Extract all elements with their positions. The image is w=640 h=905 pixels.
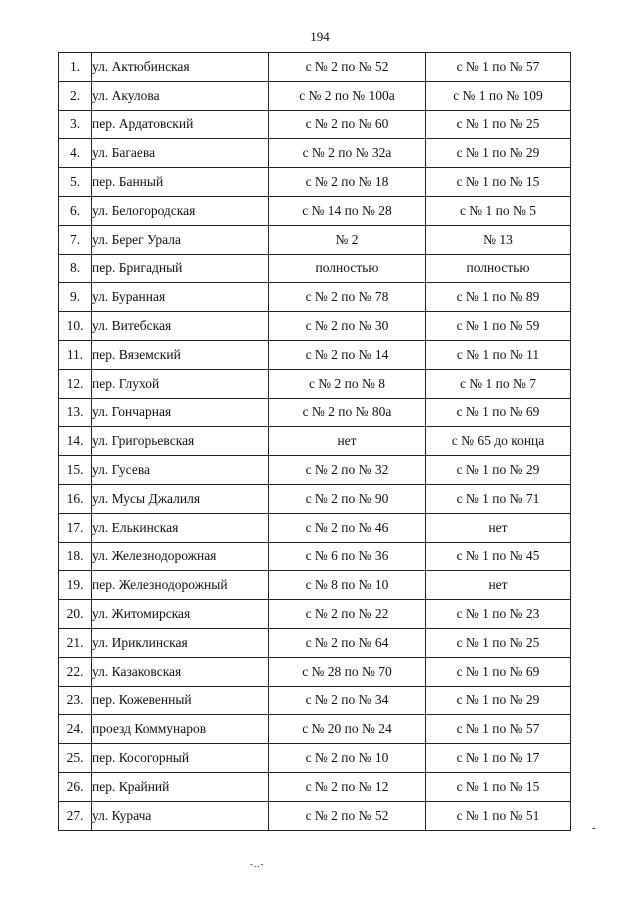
table-row <box>59 657 571 686</box>
row-number: 8. <box>59 254 92 283</box>
odd-house-range: с № 1 по № 57 <box>426 715 571 744</box>
street-address-table <box>58 52 571 831</box>
margin-mark: - <box>592 822 596 834</box>
even-house-range: с № 2 по № 78 <box>269 283 426 312</box>
table-row <box>59 772 571 801</box>
row-number: 22. <box>59 657 92 686</box>
even-house-range: с № 6 по № 36 <box>269 542 426 571</box>
row-number: 10. <box>59 312 92 341</box>
odd-house-range: с № 1 по № 89 <box>426 283 571 312</box>
street-name: ул. Багаева <box>92 139 269 168</box>
odd-house-range: с № 1 по № 5 <box>426 196 571 225</box>
row-number: 21. <box>59 628 92 657</box>
table-row <box>59 484 571 513</box>
odd-house-range: полностью <box>426 254 571 283</box>
street-name: пер. Кожевенный <box>92 686 269 715</box>
even-house-range: с № 2 по № 100а <box>269 81 426 110</box>
table-row <box>59 600 571 629</box>
street-name: ул. Казаковская <box>92 657 269 686</box>
table-row <box>59 628 571 657</box>
row-number: 13. <box>59 398 92 427</box>
street-name: ул. Мусы Джалиля <box>92 484 269 513</box>
row-number: 15. <box>59 456 92 485</box>
odd-house-range: нет <box>426 571 571 600</box>
even-house-range: с № 2 по № 18 <box>269 168 426 197</box>
even-house-range: с № 2 по № 12 <box>269 772 426 801</box>
row-number: 20. <box>59 600 92 629</box>
page-number: 194 <box>310 29 330 44</box>
even-house-range: с № 2 по № 32а <box>269 139 426 168</box>
row-number: 25. <box>59 744 92 773</box>
table-row <box>59 686 571 715</box>
row-number: 4. <box>59 139 92 168</box>
street-name: пер. Косогорный <box>92 744 269 773</box>
row-number: 17. <box>59 513 92 542</box>
even-house-range: с № 2 по № 46 <box>269 513 426 542</box>
even-house-range: с № 14 по № 28 <box>269 196 426 225</box>
row-number: 5. <box>59 168 92 197</box>
table-row <box>59 139 571 168</box>
odd-house-range: с № 1 по № 11 <box>426 340 571 369</box>
even-house-range: с № 2 по № 32 <box>269 456 426 485</box>
row-number: 6. <box>59 196 92 225</box>
street-name: пер. Крайний <box>92 772 269 801</box>
even-house-range: с № 20 по № 24 <box>269 715 426 744</box>
footer-mark: -..- <box>250 859 265 869</box>
table-row <box>59 571 571 600</box>
table-row <box>59 340 571 369</box>
table-row <box>59 254 571 283</box>
table-row <box>59 283 571 312</box>
even-house-range: с № 2 по № 10 <box>269 744 426 773</box>
street-name: ул. Белогородская <box>92 196 269 225</box>
odd-house-range: с № 1 по № 25 <box>426 110 571 139</box>
table-row <box>59 398 571 427</box>
table-row <box>59 542 571 571</box>
odd-house-range: с № 65 до конца <box>426 427 571 456</box>
row-number: 11. <box>59 340 92 369</box>
table-row <box>59 81 571 110</box>
table-row <box>59 369 571 398</box>
table-row <box>59 456 571 485</box>
odd-house-range: с № 1 по № 25 <box>426 628 571 657</box>
street-name: ул. Железнодорожная <box>92 542 269 571</box>
row-number: 27. <box>59 801 92 830</box>
odd-house-range: с № 1 по № 69 <box>426 657 571 686</box>
row-number: 24. <box>59 715 92 744</box>
even-house-range: с № 2 по № 22 <box>269 600 426 629</box>
odd-house-range: с № 1 по № 7 <box>426 369 571 398</box>
table-row <box>59 744 571 773</box>
odd-house-range: с № 1 по № 69 <box>426 398 571 427</box>
street-name: ул. Ириклинская <box>92 628 269 657</box>
odd-house-range: с № 1 по № 71 <box>426 484 571 513</box>
even-house-range: № 2 <box>269 225 426 254</box>
row-number: 14. <box>59 427 92 456</box>
row-number: 3. <box>59 110 92 139</box>
table-body <box>59 53 571 831</box>
row-number: 12. <box>59 369 92 398</box>
street-name: ул. Витебская <box>92 312 269 341</box>
table-row <box>59 168 571 197</box>
street-name: ул. Курача <box>92 801 269 830</box>
even-house-range: с № 2 по № 60 <box>269 110 426 139</box>
table-row <box>59 225 571 254</box>
street-name: ул. Буранная <box>92 283 269 312</box>
odd-house-range: с № 1 по № 29 <box>426 139 571 168</box>
odd-house-range: с № 1 по № 29 <box>426 686 571 715</box>
odd-house-range: с № 1 по № 15 <box>426 772 571 801</box>
street-name: ул. Акулова <box>92 81 269 110</box>
even-house-range: с № 2 по № 80а <box>269 398 426 427</box>
table-row <box>59 312 571 341</box>
even-house-range: с № 2 по № 52 <box>269 53 426 82</box>
table-row <box>59 196 571 225</box>
street-name: пер. Вяземский <box>92 340 269 369</box>
table-row <box>59 110 571 139</box>
odd-house-range: с № 1 по № 57 <box>426 53 571 82</box>
table-row <box>59 513 571 542</box>
even-house-range: с № 2 по № 52 <box>269 801 426 830</box>
odd-house-range: с № 1 по № 109 <box>426 81 571 110</box>
even-house-range: полностью <box>269 254 426 283</box>
street-name: пер. Банный <box>92 168 269 197</box>
table-row <box>59 801 571 830</box>
row-number: 2. <box>59 81 92 110</box>
odd-house-range: № 13 <box>426 225 571 254</box>
even-house-range: с № 28 по № 70 <box>269 657 426 686</box>
row-number: 7. <box>59 225 92 254</box>
even-house-range: с № 2 по № 64 <box>269 628 426 657</box>
row-number: 19. <box>59 571 92 600</box>
table-row <box>59 427 571 456</box>
table-row <box>59 53 571 82</box>
odd-house-range: с № 1 по № 45 <box>426 542 571 571</box>
row-number: 23. <box>59 686 92 715</box>
street-name: ул. Житомирская <box>92 600 269 629</box>
table-row <box>59 715 571 744</box>
odd-house-range: с № 1 по № 17 <box>426 744 571 773</box>
street-name: пер. Бригадный <box>92 254 269 283</box>
street-name: проезд Коммунаров <box>92 715 269 744</box>
even-house-range: нет <box>269 427 426 456</box>
row-number: 26. <box>59 772 92 801</box>
street-name: ул. Гусева <box>92 456 269 485</box>
row-number: 16. <box>59 484 92 513</box>
street-name: ул. Григорьевская <box>92 427 269 456</box>
even-house-range: с № 2 по № 30 <box>269 312 426 341</box>
street-name: ул. Берег Урала <box>92 225 269 254</box>
even-house-range: с № 2 по № 14 <box>269 340 426 369</box>
odd-house-range: нет <box>426 513 571 542</box>
row-number: 9. <box>59 283 92 312</box>
even-house-range: с № 2 по № 90 <box>269 484 426 513</box>
odd-house-range: с № 1 по № 59 <box>426 312 571 341</box>
street-name: пер. Ардатовский <box>92 110 269 139</box>
row-number: 1. <box>59 53 92 82</box>
street-name: ул. Актюбинская <box>92 53 269 82</box>
even-house-range: с № 2 по № 8 <box>269 369 426 398</box>
odd-house-range: с № 1 по № 29 <box>426 456 571 485</box>
odd-house-range: с № 1 по № 51 <box>426 801 571 830</box>
odd-house-range: с № 1 по № 23 <box>426 600 571 629</box>
even-house-range: с № 8 по № 10 <box>269 571 426 600</box>
row-number: 18. <box>59 542 92 571</box>
street-name: пер. Железнодорожный <box>92 571 269 600</box>
even-house-range: с № 2 по № 34 <box>269 686 426 715</box>
street-name: ул. Гончарная <box>92 398 269 427</box>
street-name: ул. Елькинская <box>92 513 269 542</box>
street-name: пер. Глухой <box>92 369 269 398</box>
odd-house-range: с № 1 по № 15 <box>426 168 571 197</box>
